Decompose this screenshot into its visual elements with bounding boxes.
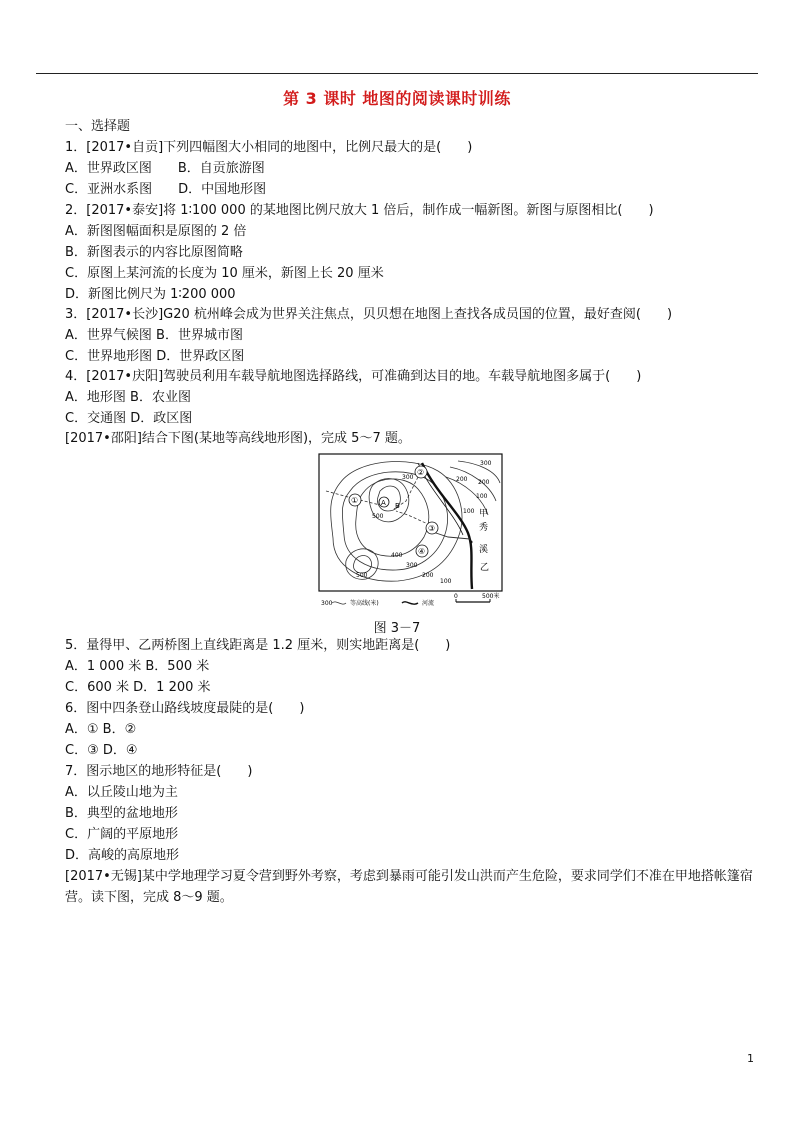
contour-label: 400 (391, 552, 403, 559)
contour-label: 200 (456, 476, 468, 483)
legend-river-symbol (402, 602, 418, 604)
q4-options-row2: C．交通图 D．政区图 (65, 411, 193, 426)
place-label: 溪 (479, 545, 489, 555)
intro-q5-7: [2017•邵阳]结合下图(某地等高线地形图)，完成 5～7 题。 (65, 431, 411, 446)
q7-option-d: D．高峻的高原地形 (65, 848, 180, 863)
header-rule (36, 73, 758, 74)
legend-contour-value: 300 (321, 600, 333, 607)
scale-zero: 0 (454, 593, 458, 600)
q5-options-row2: C．600 米 D．1 200 米 (65, 680, 211, 695)
contour-label: 100 (440, 578, 452, 585)
place-label: 秀 (479, 523, 489, 533)
contour-label: 200 (478, 479, 490, 486)
page-title: 第 3 课时 地图的阅读课时训练 (283, 89, 511, 108)
q3-options-row2: C．世界地形图 D．世界政区图 (65, 349, 245, 364)
contour-label: 100 (463, 508, 475, 515)
q1-options-row2: C．亚洲水系图 D．中国地形图 (65, 182, 267, 197)
contour-label: 200 (422, 572, 434, 579)
q7-option-c: C．广阔的平原地形 (65, 827, 179, 842)
q4-options-row1: A．地形图 B．农业图 (65, 390, 191, 405)
figure-caption: 图 3－7 (373, 621, 421, 636)
q5-options-row1: A．1 000 米 B．500 米 (65, 659, 210, 674)
q1-options-row1: A．世界政区图 B．自贡旅游图 (65, 161, 265, 176)
q7-option-b: B．典型的盆地地形 (65, 806, 178, 821)
contour-map (318, 453, 508, 613)
legend-river-label: 河流 (422, 600, 435, 607)
point-a (470, 541, 473, 544)
contour-label: 300 (406, 562, 418, 569)
q6-options-row2: C．③ D．④ (65, 743, 138, 758)
q3-stem: 3．[2017•长沙]G20 杭州峰会成为世界关注焦点，贝贝想在地图上查找各成员国的位置，最好查阅( ) (65, 307, 673, 322)
legend-contour-label: 等高线(米) (350, 600, 379, 607)
q7-option-a: A．以丘陵山地为主 (65, 785, 178, 800)
section-heading: 一、选择题 (65, 119, 131, 134)
q6-options-row1: A．① B．② (65, 722, 137, 737)
peak-label: A (381, 499, 386, 507)
scale-end: 500米 (482, 593, 500, 600)
route-marker-label: ② (417, 468, 425, 477)
peak-label: B (395, 502, 400, 510)
contour-label: 500 (372, 513, 384, 520)
contour-label: 100 (476, 493, 488, 500)
contour-label: 500 (356, 572, 368, 579)
route-marker-label: ③ (428, 524, 436, 533)
q2-option-d: D．新图比例尺为 1∶200 000 (65, 287, 236, 302)
q1-stem: 1．[2017•自贡]下列四幅图大小相同的地图中，比例尺最大的是( ) (65, 140, 473, 155)
q6-stem: 6．图中四条登山路线坡度最陡的是( ) (65, 701, 305, 716)
page-number: 1 (747, 1052, 754, 1065)
place-label: 甲 (479, 509, 489, 519)
contour-label: 300 (480, 460, 492, 467)
q7-stem: 7．图示地区的地形特征是( ) (65, 764, 253, 779)
q2-stem: 2．[2017•泰安]将 1∶100 000 的某地图比例尺放大 1 倍后，制作成一幅新图。新图与原图相比( ) (65, 203, 654, 218)
q5-stem: 5．量得甲、乙两桥图上直线距离是 1.2 厘米，则实地距离是( ) (65, 638, 451, 653)
q2-option-a: A．新图图幅面积是原图的 2 倍 (65, 224, 247, 239)
route-marker-label: ④ (418, 547, 426, 556)
place-label: 乙 (480, 563, 490, 573)
q3-options-row1: A．世界气候图 B．世界城市图 (65, 328, 243, 343)
legend-contour-symbol (332, 602, 346, 604)
q2-option-c: C．原图上某河流的长度为 10 厘米，新图上长 20 厘米 (65, 266, 384, 281)
q2-option-b: B．新图表示的内容比原图简略 (65, 245, 243, 260)
contour-label: 300 (402, 474, 414, 481)
route-marker-label: ① (351, 496, 359, 505)
q4-stem: 4．[2017•庆阳]驾驶员利用车载导航地图选择路线，可准确到达目的地。车载导航地图多属于( ) (65, 369, 642, 384)
contour-map-figure (318, 453, 508, 613)
intro-q8-9: [2017•无锡]某中学地理学习夏令营到野外考察，考虑到暴雨可能引发山洪而产生危险，要求同学们不准在甲地搭帐篷宿营。读下图，完成 8～9 题。 (65, 869, 753, 905)
